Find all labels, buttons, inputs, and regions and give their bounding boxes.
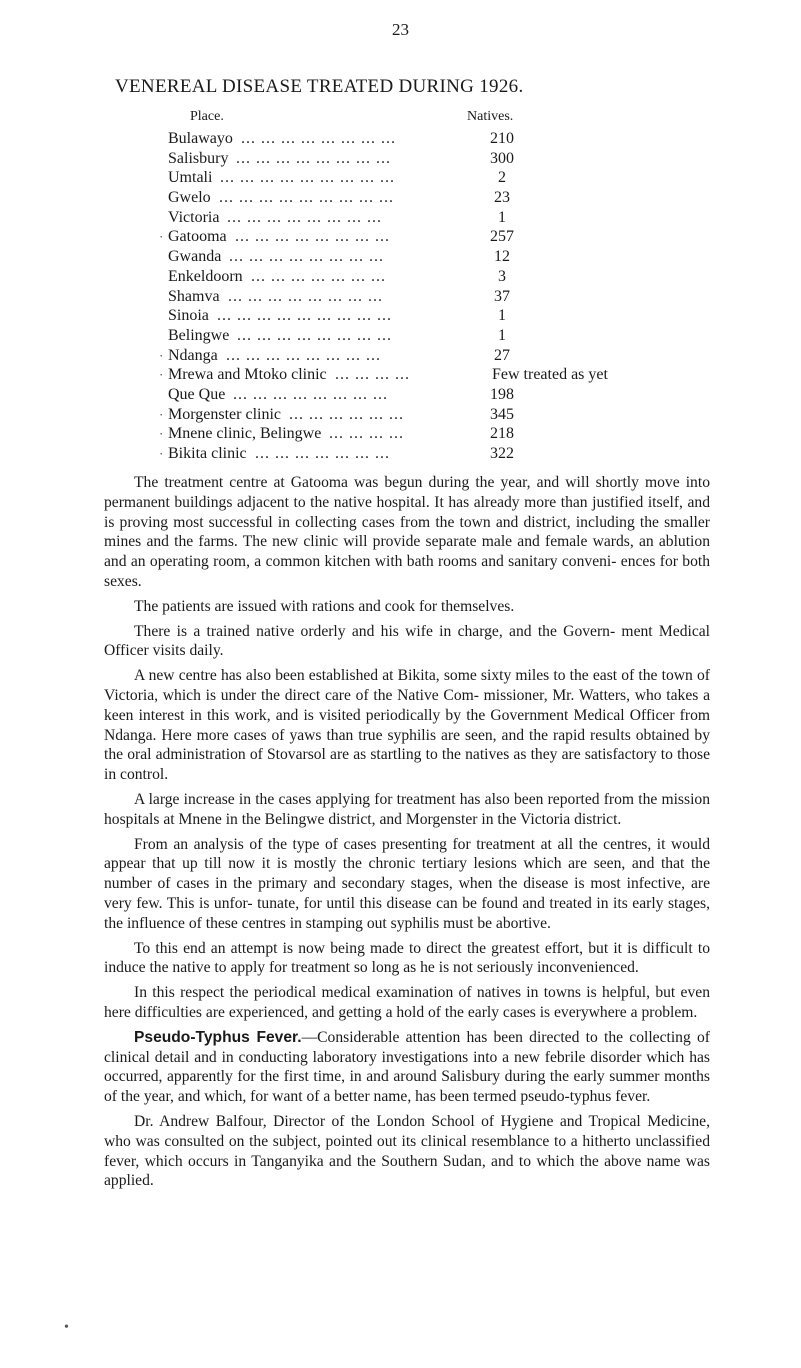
paragraph-bikita: A new centre has also been established at Bikita, some sixty miles to the east of the town of Victoria, which is under the direct care of the Native Com- missioner, Mr. Watters, who takes a keen interest in this work, and is visited periodically by the Government Medical Officer from Ndanga. Here more cases of yaws than true syphilis are seen, and the rapid results obtained by the oral administration of Stovarsol are as startling to the natives as they are satisfactory to those in control. bbox=[104, 667, 710, 784]
place-name: Gatooma bbox=[168, 228, 227, 246]
column-header-place: Place. bbox=[190, 109, 224, 124]
natives-count: 198 bbox=[490, 385, 514, 403]
natives-count: 1 bbox=[498, 307, 506, 325]
table-row bbox=[159, 365, 688, 385]
natives-count: 37 bbox=[494, 287, 510, 305]
natives-count: 3 bbox=[498, 267, 506, 285]
row-margin-mark: · bbox=[159, 367, 164, 383]
dot-leader: ... ... ... ... ... ... ... bbox=[251, 267, 386, 285]
place-name: Sinoia bbox=[168, 307, 209, 325]
natives-count: 23 bbox=[494, 189, 510, 207]
page-number: 23 bbox=[392, 20, 409, 39]
paragraph-mission-hospitals: A large increase in the cases applying for treatment has also been reported from the mission hospitals at Mnene in the Belingwe district, and Morgenster in the Victoria district. bbox=[104, 790, 710, 828]
paragraph-examination: In this respect the periodical medical examination of natives in towns is helpful, but even here difficulties are experienced, and getting a hold of the early cases is everywhere a problem. bbox=[104, 984, 710, 1021]
dot-leader: ... ... ... ... ... ... ... ... bbox=[235, 228, 390, 246]
dot-leader: ... ... ... ... ... ... ... ... bbox=[228, 287, 383, 305]
dot-leader: ... ... ... ... ... ... ... ... ... bbox=[220, 169, 395, 187]
paragraph-orderly: There is a trained native orderly and his wife in charge, and the Govern- ment Medical Officer visits daily. bbox=[104, 622, 710, 660]
paragraph-pseudo-typhus bbox=[104, 1028, 710, 1107]
natives-count: 218 bbox=[490, 425, 514, 443]
natives-count: 210 bbox=[490, 130, 514, 147]
dot-leader: ... ... ... ... ... ... bbox=[289, 405, 404, 423]
pseudo-typhus-text: —Considerable attention has been directed to the collecting of clinical detail and in conducting laboratory investigations into a new febrile disorder which has occurred, apparently for the first time, in and around Salisbury during the early summer months of the year, and which, for want of a better name, has been termed pseudo-typhus fever. bbox=[104, 1028, 710, 1106]
dot-leader: ... ... ... ... ... ... ... ... bbox=[227, 208, 382, 226]
place-name: Enkeldoorn bbox=[168, 267, 243, 285]
row-margin-mark: · bbox=[159, 229, 164, 245]
natives-count: Few treated as yet bbox=[492, 366, 608, 384]
table-row bbox=[159, 227, 688, 247]
table-row bbox=[168, 306, 688, 326]
row-margin-mark: · bbox=[159, 426, 164, 442]
natives-count: 2 bbox=[498, 169, 506, 187]
place-name: Mrewa and Mtoko clinic bbox=[168, 366, 327, 384]
place-name: Bikita clinic bbox=[168, 445, 247, 462]
table-row bbox=[159, 444, 688, 464]
column-header-natives: Natives. bbox=[467, 109, 514, 124]
body-text bbox=[104, 473, 710, 1196]
dot-leader: ... ... ... ... ... ... ... ... bbox=[226, 346, 381, 364]
table-row bbox=[168, 326, 688, 346]
dot-leader: ... ... ... ... ... ... ... ... ... bbox=[219, 189, 394, 207]
table-row bbox=[168, 168, 688, 188]
paragraph-analysis: From an analysis of the type of cases presenting for treatment at all the centres, it would appear that up till now it is mostly the chronic tertiary lesions which are seen, and that the number of cases in the primary and secondary stages, when the disease is most infective, are very few. This is unfor- tunate, for until this disease can be found and treated in its early stages, the influence of these centres in stamping out syphilis must be abortive. bbox=[104, 835, 710, 932]
table-row bbox=[159, 424, 688, 444]
natives-count: 300 bbox=[490, 149, 514, 167]
table-row bbox=[168, 267, 688, 287]
natives-count: 1 bbox=[498, 208, 506, 226]
dot-leader: ... ... ... ... ... ... ... bbox=[255, 445, 390, 462]
table-title: VENEREAL DISEASE TREATED DURING 1926. bbox=[115, 76, 524, 97]
place-name: Bulawayo bbox=[168, 130, 233, 147]
place-name: Morgenster clinic bbox=[168, 405, 282, 423]
table-row bbox=[168, 208, 688, 228]
place-name: Gwanda bbox=[168, 248, 222, 266]
table-row bbox=[168, 149, 688, 169]
table-row bbox=[159, 405, 688, 425]
natives-count: 322 bbox=[490, 445, 514, 462]
dot-leader: ... ... ... ... bbox=[329, 425, 404, 443]
row-margin-mark: · bbox=[159, 446, 164, 461]
place-name: Belingwe bbox=[168, 326, 230, 344]
place-name: Mnene clinic, Belingwe bbox=[168, 425, 322, 443]
dot-leader: ... ... ... ... ... ... ... ... bbox=[237, 326, 392, 344]
margin-mark: • bbox=[64, 1320, 69, 1335]
natives-count: 12 bbox=[494, 248, 510, 266]
natives-count: 1 bbox=[498, 326, 506, 344]
paragraph-effort: To this end an attempt is now being made to direct the greatest effort, but it is difficult to induce the native to apply for treatment so long as he is not seriously inconvenienced. bbox=[104, 939, 710, 977]
table-row bbox=[168, 287, 688, 307]
dot-leader: ... ... ... ... ... ... ... ... bbox=[233, 385, 388, 403]
place-name: Shamva bbox=[168, 287, 220, 305]
place-name: Gwelo bbox=[168, 189, 211, 207]
dot-leader: ... ... ... ... ... ... ... ... bbox=[229, 248, 384, 266]
table-row bbox=[168, 188, 688, 208]
row-margin-mark: · bbox=[159, 347, 164, 363]
place-name: Ndanga bbox=[168, 346, 218, 364]
paragraph-balfour: Dr. Andrew Balfour, Director of the London School of Hygiene and Tropical Medicine, who was consulted on the subject, pointed out its clinical resemblance to a hitherto unclassified fever, which occurs in Tanganyika and the Southern Sudan, and to which the above name was applied. bbox=[104, 1112, 710, 1190]
table-row bbox=[159, 346, 688, 366]
natives-count: 345 bbox=[490, 405, 514, 423]
dot-leader: ... ... ... ... ... ... ... ... ... bbox=[217, 307, 392, 325]
dot-leader: ... ... ... ... ... ... ... ... bbox=[236, 149, 391, 167]
table-row bbox=[168, 129, 688, 149]
dot-leader: ... ... ... ... ... ... ... ... bbox=[241, 130, 396, 147]
section-heading-pseudo-typhus: Pseudo-Typhus Fever. bbox=[134, 1028, 302, 1046]
natives-count: 27 bbox=[494, 346, 510, 364]
paragraph-gatooma: The treatment centre at Gatooma was begun during the year, and will shortly move into permanent buildings adjacent to the native hospital. It has already more than justified itself, and is proving most successful in collecting cases from the town and district, including the smaller mines and the farms. The new clinic will provide separate male and female wards, an ablution and an operating room, a common kitchen with bath rooms and sanitary conveni- ences for both sexes. bbox=[104, 474, 710, 590]
paragraph-rations: The patients are issued with rations and cook for themselves. bbox=[134, 597, 515, 615]
place-name: Victoria bbox=[168, 208, 220, 226]
table-row bbox=[168, 385, 688, 405]
natives-count: 257 bbox=[490, 228, 514, 246]
place-name: Que Que bbox=[168, 385, 226, 403]
row-margin-mark: · bbox=[159, 406, 164, 422]
dot-leader: ... ... ... ... bbox=[335, 366, 410, 384]
place-name: Salisbury bbox=[168, 149, 229, 167]
table-row bbox=[168, 247, 688, 267]
venereal-disease-table bbox=[159, 129, 688, 464]
place-name: Umtali bbox=[168, 169, 213, 187]
